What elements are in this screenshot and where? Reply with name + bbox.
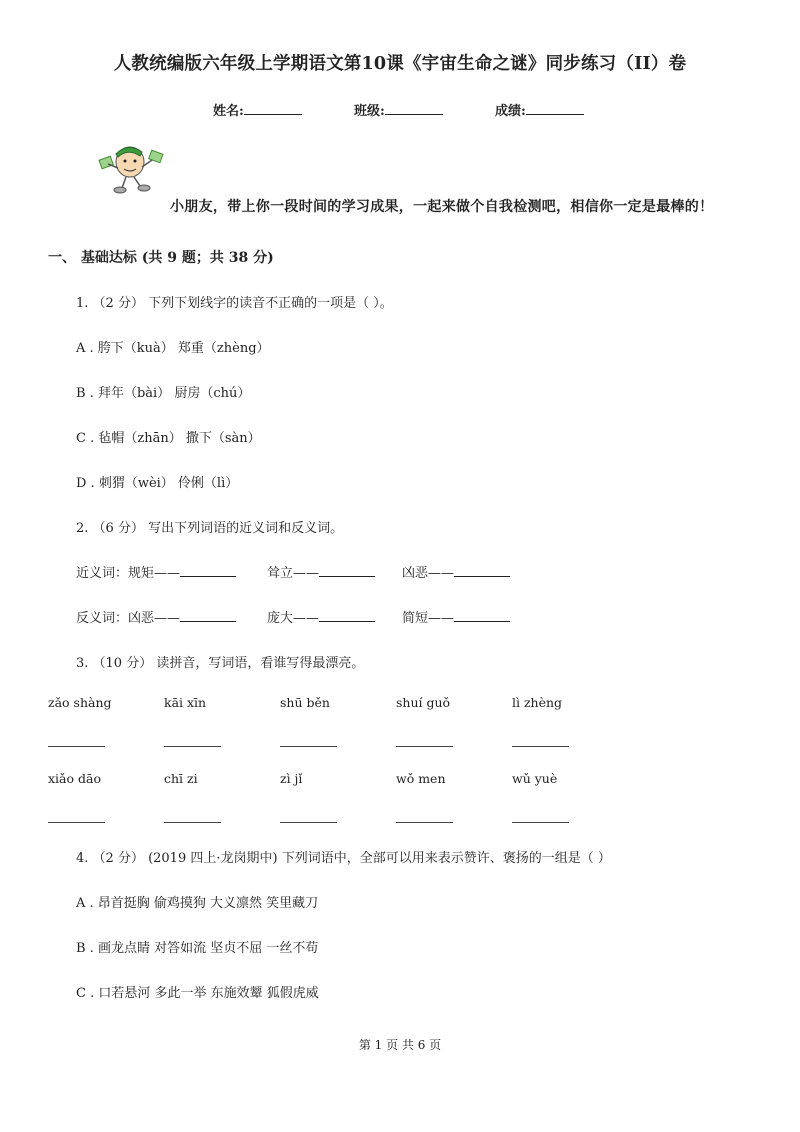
answer-blank[interactable]: [180, 610, 236, 622]
section-heading: 一、 基础达标 (共 9 题；共 38 分): [48, 250, 274, 266]
q2-synonym-2: 耸立——: [267, 562, 375, 581]
q2-stem: 2. （6 分） 写出下列词语的近义词和反义词。: [76, 521, 344, 536]
q2-synonym-1: 近义词：规矩——: [76, 562, 236, 581]
answer-blank[interactable]: [180, 565, 236, 577]
q2-antonym-2: 庞大——: [267, 607, 375, 626]
answer-blank[interactable]: [454, 565, 510, 577]
q4-option-b[interactable]: B . 画龙点睛 对答如流 坚贞不屈 一丝不苟: [76, 941, 319, 956]
answer-blank[interactable]: [280, 822, 337, 823]
mascot-icon: [98, 140, 164, 198]
class-blank: [385, 102, 443, 115]
q4-option-a[interactable]: A . 昂首挺胸 偷鸡摸狗 大义凛然 笑里藏刀: [76, 896, 319, 911]
greeting: 小朋友，带上你一段时间的学习成果，一起来做个自我检测吧，相信你一定是最棒的！: [170, 199, 714, 215]
score-field: [495, 100, 584, 119]
class-field: [354, 100, 443, 119]
pinyin-item: lì zhèng: [512, 695, 563, 710]
pinyin-item: shuí guǒ: [396, 695, 451, 710]
answer-blank[interactable]: [319, 565, 375, 577]
score-label: 成绩:: [495, 104, 526, 119]
answer-blank[interactable]: [164, 822, 221, 823]
q1-option-c[interactable]: C . 毡帽（zhān） 撒下（sàn）: [76, 431, 261, 446]
q1-option-a[interactable]: A . 胯下（kuà） 郑重（zhèng）: [76, 341, 270, 356]
q2-antonym-3: 简短——: [402, 607, 510, 626]
q2-antonym-1: 反义词：凶恶——: [76, 607, 236, 626]
pinyin-item: zì jǐ: [280, 771, 303, 786]
answer-blank[interactable]: [48, 822, 105, 823]
answer-blank[interactable]: [280, 746, 337, 747]
q4-stem: 4. （2 分） (2019 四上·龙岗期中) 下列词语中，全部可以用来表示赞许、褒扬的一组是（ ）: [76, 851, 611, 866]
q4-option-c[interactable]: C . 口若悬河 多此一举 东施效颦 狐假虎威: [76, 986, 319, 1001]
answer-blank[interactable]: [512, 822, 569, 823]
answer-blank[interactable]: [512, 746, 569, 747]
pinyin-item: xiǎo dāo: [48, 771, 101, 786]
q1-option-b[interactable]: B . 拜年（bài） 厨房（chú）: [76, 386, 251, 401]
page-title: 人教统编版六年级上学期语文第10课《宇宙生命之谜》同步练习（II）卷: [113, 54, 687, 74]
name-label: 姓名:: [213, 104, 244, 119]
answer-blank[interactable]: [48, 746, 105, 747]
score-blank: [526, 102, 584, 115]
q1-stem: 1. （2 分） 下列下划线字的读音不正确的一项是（ ）。: [76, 296, 393, 311]
pinyin-item: chī zi: [164, 771, 198, 786]
answer-blank[interactable]: [164, 746, 221, 747]
pinyin-item: wǒ men: [396, 771, 446, 786]
pinyin-item: shū běn: [280, 695, 330, 710]
class-label: 班级:: [354, 104, 385, 119]
answer-blank[interactable]: [454, 610, 510, 622]
answer-blank[interactable]: [396, 746, 453, 747]
name-blank: [244, 102, 302, 115]
pinyin-item: kāi xīn: [164, 695, 207, 710]
pinyin-item: zǎo shàng: [48, 695, 112, 710]
q2-synonym-3: 凶恶——: [402, 562, 510, 581]
pinyin-item: wǔ yuè: [512, 771, 558, 786]
answer-blank[interactable]: [396, 822, 453, 823]
answer-blank[interactable]: [319, 610, 375, 622]
q1-option-d[interactable]: D . 刺猬（wèi） 伶俐（lì）: [76, 476, 239, 491]
q3-stem: 3. （10 分） 读拼音，写词语，看谁写得最漂亮。: [76, 656, 365, 671]
name-field: [213, 100, 302, 119]
page-footer: 第 1 页 共 6 页: [358, 1038, 442, 1052]
